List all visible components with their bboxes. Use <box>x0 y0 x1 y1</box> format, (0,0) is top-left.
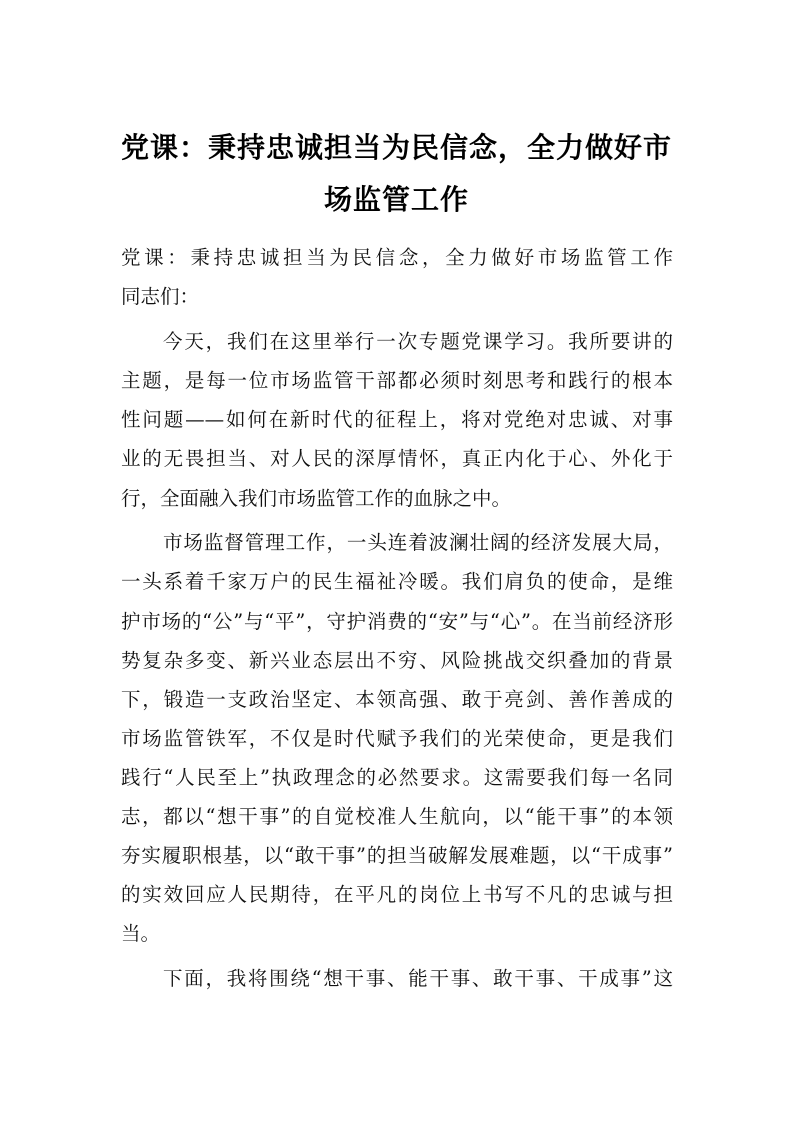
body-line: 践行“人民至上”执政理念的必然要求。这需要我们每一名同 <box>121 766 673 789</box>
body-line: 主题，是每一位市场监管干部都必须时刻思考和践行的根本 <box>121 369 673 392</box>
body-line: 业的无畏担当、对人民的深厚情怀，真正内化于心、外化于 <box>121 447 673 470</box>
document-title-line: 场监管工作 <box>323 183 469 216</box>
document-title-line: 党课：秉持忠诚担当为民信念，全力做好市 <box>120 131 672 164</box>
body-line: 下面，我将围绕“想干事、能干事、敢干事、干成事”这 <box>163 967 673 990</box>
body-line: 一头系着千家万户的民生福祉冷暖。我们肩负的使命，是维 <box>121 570 673 593</box>
body-line: 行，全面融入我们市场监管工作的血脉之中。 <box>121 487 512 510</box>
salutation: 同志们： <box>121 285 200 308</box>
body-line: 护市场的“公”与“平”，守护消费的“安”与“心”。在当前经济形 <box>121 610 673 633</box>
document-title <box>110 122 683 226</box>
body-line: 党课：秉持忠诚担当为民信念，全力做好市场监管工作 <box>121 246 673 269</box>
body-line: 性问题——如何在新时代的征程上，将对党绝对忠诚、对事 <box>121 408 673 431</box>
body-line: 当。 <box>121 922 161 945</box>
body-line: 下，锻造一支政治坚定、本领高强、敢于亮剑、善作善成的 <box>121 688 673 711</box>
body-line: 的实效回应人民期待，在平凡的岗位上书写不凡的忠诚与担 <box>121 883 673 906</box>
body-line: 夯实履职根基，以“敢干事”的担当破解发展难题，以“干成事” <box>121 844 673 867</box>
body-line: 市场监督管理工作，一头连着波澜壮阔的经济发展大局， <box>163 531 673 554</box>
body-line: 市场监管铁军，不仅是时代赋予我们的光荣使命，更是我们 <box>121 727 673 750</box>
body-line: 今天，我们在这里举行一次专题党课学习。我所要讲的 <box>163 330 673 353</box>
body-line: 志，都以“想干事”的自觉校准人生航向，以“能干事”的本领 <box>121 805 673 828</box>
body-line: 势复杂多变、新兴业态层出不穷、风险挑战交织叠加的背景 <box>121 649 673 672</box>
